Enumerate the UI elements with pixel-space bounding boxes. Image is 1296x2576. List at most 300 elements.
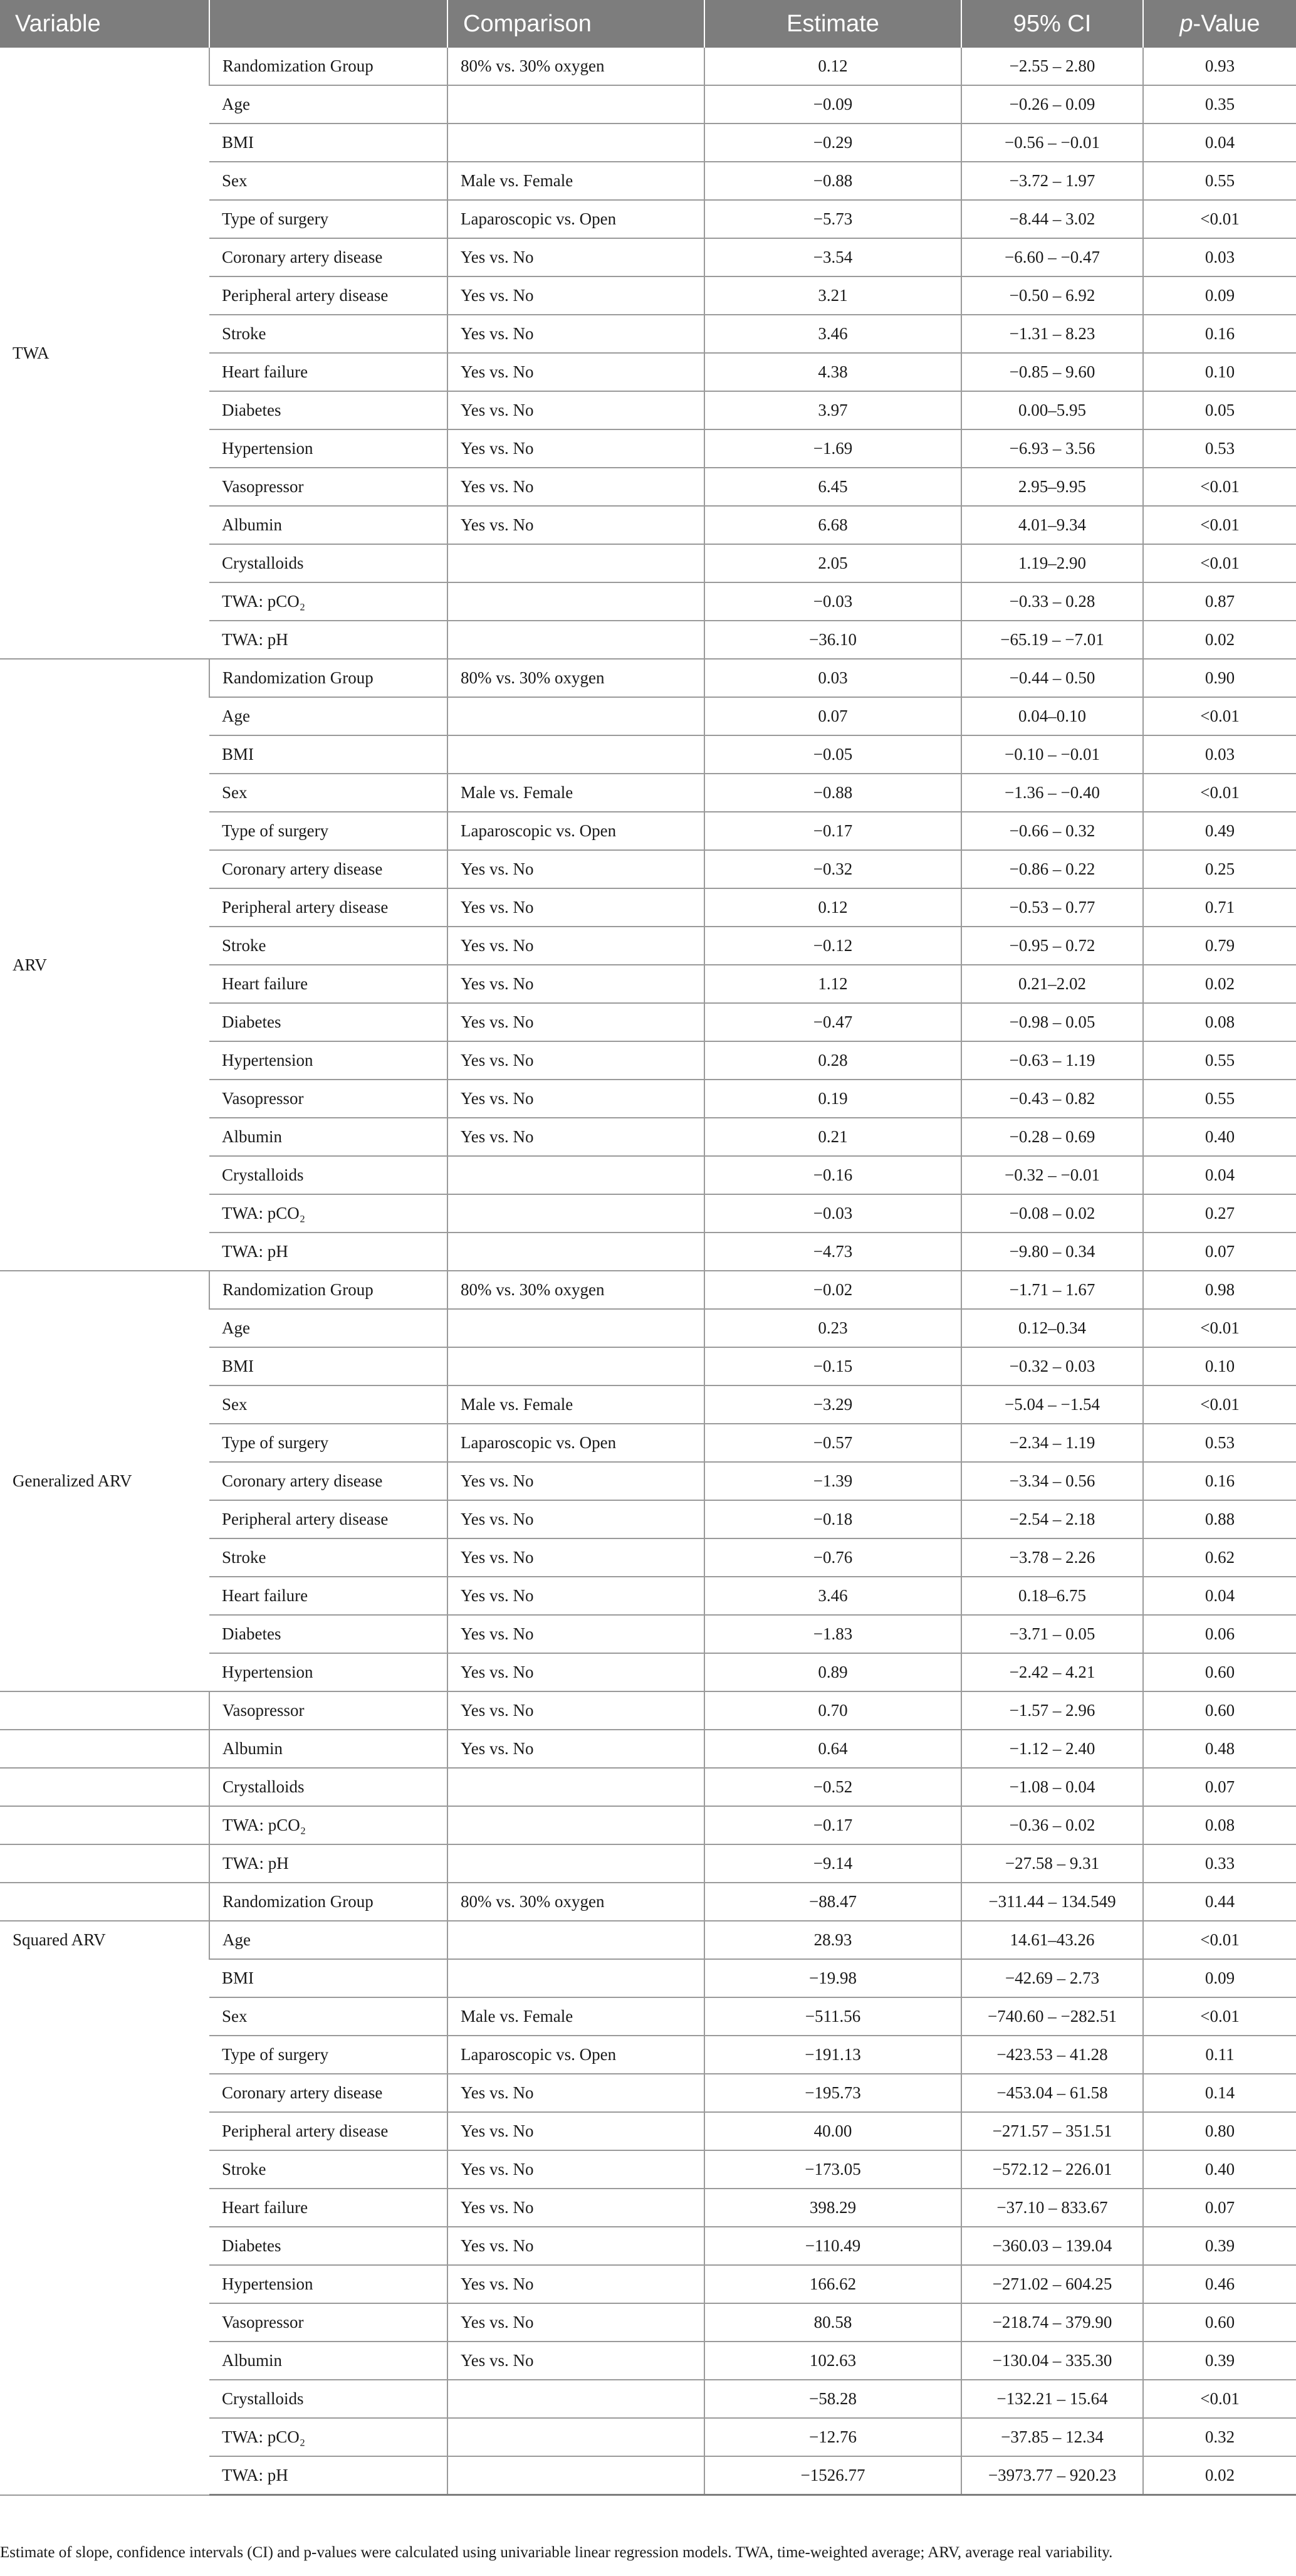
cell-ci: −3.71 – 0.05 — [961, 1615, 1143, 1653]
header-row — [0, 0, 1296, 48]
cell-estimate: −173.05 — [704, 2150, 961, 2189]
cell-ci: −8.44 – 3.02 — [961, 200, 1143, 238]
cell-pvalue: 0.08 — [1143, 1003, 1296, 1041]
cell-ci: 4.01–9.34 — [961, 506, 1143, 544]
cell-comparison: Yes vs. No — [447, 315, 704, 353]
cell-estimate: −0.16 — [704, 1156, 961, 1194]
cell-ci: 0.21–2.02 — [961, 965, 1143, 1003]
cell-variable: Albumin — [209, 2342, 447, 2380]
cell-variable: TWA: pCO₂ — [209, 582, 447, 621]
cell-pvalue: <0.01 — [1143, 1309, 1296, 1347]
cell-comparison — [447, 735, 704, 774]
cell-variable: Stroke — [209, 315, 447, 353]
cell-comparison: Male vs. Female — [447, 1385, 704, 1424]
cell-variable: Age — [209, 1921, 447, 1959]
cell-ci: −1.71 – 1.67 — [961, 1271, 1143, 1309]
cell-ci: −132.21 – 15.64 — [961, 2380, 1143, 2418]
cell-comparison: Yes vs. No — [447, 2150, 704, 2189]
cell-estimate: −0.02 — [704, 1271, 961, 1309]
table-row — [0, 1691, 1296, 1730]
cell-variable: Stroke — [209, 927, 447, 965]
cell-estimate: 28.93 — [704, 1921, 961, 1959]
cell-variable: TWA: pH — [209, 1233, 447, 1271]
cell-variable: Coronary artery disease — [209, 850, 447, 888]
cell-ci: −0.63 – 1.19 — [961, 1041, 1143, 1080]
cell-comparison: Yes vs. No — [447, 1730, 704, 1768]
header-ci: 95% CI — [961, 0, 1143, 48]
cell-comparison: Male vs. Female — [447, 774, 704, 812]
cell-ci: −0.56 – −0.01 — [961, 124, 1143, 162]
cell-estimate: −0.29 — [704, 124, 961, 162]
cell-variable: Hypertension — [209, 2265, 447, 2303]
cell-pvalue: 0.03 — [1143, 735, 1296, 774]
cell-ci: 2.95–9.95 — [961, 468, 1143, 506]
cell-pvalue: 0.08 — [1143, 1806, 1296, 1844]
cell-estimate: 80.58 — [704, 2303, 961, 2342]
table-row — [0, 48, 1296, 85]
cell-estimate: 4.38 — [704, 353, 961, 391]
cell-ci: −5.04 – −1.54 — [961, 1385, 1143, 1424]
cell-estimate: −110.49 — [704, 2227, 961, 2265]
group-label-sqarv: Squared ARV — [0, 1921, 209, 2495]
cell-ci: −0.95 – 0.72 — [961, 927, 1143, 965]
cell-comparison — [447, 544, 704, 582]
cell-ci: −37.10 – 833.67 — [961, 2189, 1143, 2227]
cell-pvalue: 0.27 — [1143, 1194, 1296, 1233]
cell-variable: Hypertension — [209, 429, 447, 468]
cell-ci: −0.36 – 0.02 — [961, 1806, 1143, 1844]
cell-estimate: 0.64 — [704, 1730, 961, 1768]
table-row — [0, 1271, 1296, 1309]
cell-pvalue: 0.02 — [1143, 2456, 1296, 2495]
cell-estimate: −5.73 — [704, 200, 961, 238]
cell-estimate: −1.83 — [704, 1615, 961, 1653]
cell-pvalue: 0.09 — [1143, 276, 1296, 315]
cell-comparison — [447, 1309, 704, 1347]
cell-estimate: 6.45 — [704, 468, 961, 506]
cell-ci: −65.19 – −7.01 — [961, 621, 1143, 659]
cell-estimate: 40.00 — [704, 2112, 961, 2150]
cell-ci: −6.93 – 3.56 — [961, 429, 1143, 468]
cell-estimate: −1.39 — [704, 1462, 961, 1500]
cell-ci: −0.32 – −0.01 — [961, 1156, 1143, 1194]
cell-variable: BMI — [209, 735, 447, 774]
cell-comparison — [447, 582, 704, 621]
cell-variable: TWA: pCO₂ — [209, 2418, 447, 2456]
table-row — [0, 1806, 1296, 1844]
cell-estimate: −0.17 — [704, 812, 961, 850]
cell-ci: −0.43 – 0.82 — [961, 1080, 1143, 1118]
cell-pvalue: 0.60 — [1143, 1691, 1296, 1730]
cell-pvalue: 0.40 — [1143, 1118, 1296, 1156]
cell-variable: Heart failure — [209, 965, 447, 1003]
cell-comparison: Yes vs. No — [447, 1577, 704, 1615]
cell-pvalue: 0.14 — [1143, 2074, 1296, 2112]
cell-estimate: 6.68 — [704, 506, 961, 544]
cell-estimate: −1526.77 — [704, 2456, 961, 2495]
cell-estimate: −0.88 — [704, 162, 961, 200]
table-row — [0, 1730, 1296, 1768]
table-row — [0, 659, 1296, 697]
cell-pvalue: 0.90 — [1143, 659, 1296, 697]
cell-ci: −2.42 – 4.21 — [961, 1653, 1143, 1691]
cell-variable: Peripheral artery disease — [209, 2112, 447, 2150]
cell-ci: −0.32 – 0.03 — [961, 1347, 1143, 1385]
cell-estimate: −19.98 — [704, 1959, 961, 1997]
cell-variable: Diabetes — [209, 2227, 447, 2265]
cell-variable: BMI — [209, 124, 447, 162]
cell-estimate: −0.09 — [704, 85, 961, 124]
cell-comparison — [447, 697, 704, 735]
cell-comparison — [447, 1844, 704, 1883]
cell-pvalue: <0.01 — [1143, 544, 1296, 582]
cell-comparison: Yes vs. No — [447, 468, 704, 506]
table-body — [0, 48, 1296, 2495]
cell-pvalue: 0.04 — [1143, 124, 1296, 162]
cell-estimate: −511.56 — [704, 1997, 961, 2036]
cell-variable: Vasopressor — [209, 2303, 447, 2342]
cell-comparison: Male vs. Female — [447, 162, 704, 200]
group-spacer-cell — [0, 1730, 209, 1768]
cell-pvalue: 0.79 — [1143, 927, 1296, 965]
cell-pvalue: 0.55 — [1143, 162, 1296, 200]
cell-pvalue: 0.62 — [1143, 1538, 1296, 1577]
cell-ci: 14.61–43.26 — [961, 1921, 1143, 1959]
cell-comparison: 80% vs. 30% oxygen — [447, 48, 704, 85]
cell-estimate: 0.70 — [704, 1691, 961, 1730]
cell-comparison: Yes vs. No — [447, 353, 704, 391]
cell-comparison: Yes vs. No — [447, 1003, 704, 1041]
cell-variable: Peripheral artery disease — [209, 1500, 447, 1538]
cell-estimate: 0.12 — [704, 48, 961, 85]
cell-ci: −423.53 – 41.28 — [961, 2036, 1143, 2074]
cell-variable: Sex — [209, 774, 447, 812]
cell-ci: −42.69 – 2.73 — [961, 1959, 1143, 1997]
cell-comparison: Yes vs. No — [447, 2342, 704, 2380]
cell-ci: −1.12 – 2.40 — [961, 1730, 1143, 1768]
cell-variable: Crystalloids — [209, 544, 447, 582]
cell-comparison: Yes vs. No — [447, 2112, 704, 2150]
cell-estimate: −0.05 — [704, 735, 961, 774]
group-label-arv: ARV — [0, 659, 209, 1271]
cell-comparison: Yes vs. No — [447, 1462, 704, 1500]
cell-variable: Age — [209, 85, 447, 124]
cell-variable: TWA: pH — [209, 1844, 447, 1883]
cell-ci: −0.33 – 0.28 — [961, 582, 1143, 621]
cell-ci: −0.85 – 9.60 — [961, 353, 1143, 391]
cell-pvalue: <0.01 — [1143, 506, 1296, 544]
cell-variable: Age — [209, 1309, 447, 1347]
cell-estimate: −36.10 — [704, 621, 961, 659]
cell-comparison — [447, 1233, 704, 1271]
cell-pvalue: 0.04 — [1143, 1577, 1296, 1615]
cell-estimate: 3.46 — [704, 315, 961, 353]
cell-variable: Heart failure — [209, 353, 447, 391]
cell-estimate: 3.46 — [704, 1577, 961, 1615]
cell-ci: −3.72 – 1.97 — [961, 162, 1143, 200]
cell-variable: Albumin — [209, 1730, 447, 1768]
cell-pvalue: 0.93 — [1143, 48, 1296, 85]
cell-comparison: Yes vs. No — [447, 1615, 704, 1653]
cell-comparison: Laparoscopic vs. Open — [447, 200, 704, 238]
cell-comparison: Yes vs. No — [447, 1080, 704, 1118]
cell-variable: Diabetes — [209, 1003, 447, 1041]
cell-pvalue: <0.01 — [1143, 774, 1296, 812]
table-row — [0, 1844, 1296, 1883]
cell-estimate: 2.05 — [704, 544, 961, 582]
cell-pvalue: 0.35 — [1143, 85, 1296, 124]
cell-ci: −2.34 – 1.19 — [961, 1424, 1143, 1462]
table-row — [0, 1883, 1296, 1921]
cell-comparison: Laparoscopic vs. Open — [447, 812, 704, 850]
cell-estimate: 3.21 — [704, 276, 961, 315]
cell-variable: Hypertension — [209, 1041, 447, 1080]
cell-comparison — [447, 1921, 704, 1959]
cell-pvalue: 0.46 — [1143, 2265, 1296, 2303]
cell-pvalue: 0.06 — [1143, 1615, 1296, 1653]
cell-estimate: 0.07 — [704, 697, 961, 735]
cell-estimate: −0.17 — [704, 1806, 961, 1844]
cell-pvalue: 0.53 — [1143, 1424, 1296, 1462]
cell-estimate: 0.12 — [704, 888, 961, 927]
cell-comparison: Yes vs. No — [447, 965, 704, 1003]
cell-comparison: 80% vs. 30% oxygen — [447, 659, 704, 697]
table-row — [0, 1921, 1296, 1959]
cell-estimate: −0.76 — [704, 1538, 961, 1577]
cell-estimate: −195.73 — [704, 2074, 961, 2112]
cell-estimate: 3.97 — [704, 391, 961, 429]
group-spacer-cell — [0, 1806, 209, 1844]
cell-estimate: −3.54 — [704, 238, 961, 276]
cell-pvalue: <0.01 — [1143, 1997, 1296, 2036]
cell-ci: −0.08 – 0.02 — [961, 1194, 1143, 1233]
cell-comparison: Yes vs. No — [447, 238, 704, 276]
cell-variable: Albumin — [209, 506, 447, 544]
cell-comparison: Laparoscopic vs. Open — [447, 1424, 704, 1462]
cell-variable: Albumin — [209, 1118, 447, 1156]
cell-variable: Hypertension — [209, 1653, 447, 1691]
cell-variable: TWA: pH — [209, 2456, 447, 2495]
cell-ci: −3973.77 – 920.23 — [961, 2456, 1143, 2495]
cell-ci: −3.34 – 0.56 — [961, 1462, 1143, 1500]
cell-pvalue: 0.80 — [1143, 2112, 1296, 2150]
cell-comparison: Laparoscopic vs. Open — [447, 2036, 704, 2074]
cell-comparison: Yes vs. No — [447, 2189, 704, 2227]
cell-pvalue: 0.39 — [1143, 2227, 1296, 2265]
table-footnote: Estimate of slope, confidence intervals (CI) and p-values were calculated using univariable linear regression models. TWA, time-weighted average; ARV, average real variability. — [0, 2544, 1113, 2561]
cell-variable: BMI — [209, 1959, 447, 1997]
cell-variable: Randomization Group — [209, 659, 447, 697]
cell-ci: −2.55 – 2.80 — [961, 48, 1143, 85]
cell-variable: Randomization Group — [209, 1883, 447, 1921]
group-spacer-cell — [0, 1691, 209, 1730]
cell-pvalue: 0.39 — [1143, 2342, 1296, 2380]
header-estimate: Estimate — [704, 0, 961, 48]
cell-pvalue: 0.07 — [1143, 2189, 1296, 2227]
cell-pvalue: 0.87 — [1143, 582, 1296, 621]
cell-pvalue: 0.33 — [1143, 1844, 1296, 1883]
cell-pvalue: 0.05 — [1143, 391, 1296, 429]
cell-variable: Type of surgery — [209, 200, 447, 238]
cell-estimate: −0.03 — [704, 1194, 961, 1233]
cell-estimate: −0.18 — [704, 1500, 961, 1538]
cell-pvalue: 0.02 — [1143, 621, 1296, 659]
cell-variable: TWA: pH — [209, 621, 447, 659]
cell-pvalue: 0.88 — [1143, 1500, 1296, 1538]
cell-variable: Sex — [209, 1997, 447, 2036]
cell-pvalue: 0.10 — [1143, 1347, 1296, 1385]
cell-ci: 0.00–5.95 — [961, 391, 1143, 429]
cell-comparison: Yes vs. No — [447, 1538, 704, 1577]
cell-variable: TWA: pCO₂ — [209, 1806, 447, 1844]
cell-pvalue: 0.04 — [1143, 1156, 1296, 1194]
cell-comparison: Yes vs. No — [447, 2265, 704, 2303]
cell-pvalue: 0.10 — [1143, 353, 1296, 391]
cell-ci: 0.18–6.75 — [961, 1577, 1143, 1615]
cell-ci: −9.80 – 0.34 — [961, 1233, 1143, 1271]
cell-estimate: 166.62 — [704, 2265, 961, 2303]
cell-variable: Diabetes — [209, 391, 447, 429]
cell-estimate: 0.03 — [704, 659, 961, 697]
cell-estimate: 102.63 — [704, 2342, 961, 2380]
cell-comparison: Yes vs. No — [447, 2227, 704, 2265]
cell-comparison: Yes vs. No — [447, 1500, 704, 1538]
cell-variable: Vasopressor — [209, 1691, 447, 1730]
cell-estimate: −0.88 — [704, 774, 961, 812]
cell-estimate: −0.03 — [704, 582, 961, 621]
cell-ci: −0.53 – 0.77 — [961, 888, 1143, 927]
cell-estimate: −0.47 — [704, 1003, 961, 1041]
cell-pvalue: 0.07 — [1143, 1233, 1296, 1271]
cell-variable: Sex — [209, 162, 447, 200]
cell-variable: Crystalloids — [209, 1156, 447, 1194]
cell-ci: −1.36 – −0.40 — [961, 774, 1143, 812]
cell-pvalue: 0.44 — [1143, 1883, 1296, 1921]
cell-comparison — [447, 1959, 704, 1997]
cell-ci: 1.19–2.90 — [961, 544, 1143, 582]
cell-variable: Crystalloids — [209, 1768, 447, 1806]
cell-pvalue: 0.07 — [1143, 1768, 1296, 1806]
cell-variable: Peripheral artery disease — [209, 888, 447, 927]
cell-ci: −3.78 – 2.26 — [961, 1538, 1143, 1577]
cell-ci: −0.66 – 0.32 — [961, 812, 1143, 850]
cell-ci: −37.85 – 12.34 — [961, 2418, 1143, 2456]
cell-ci: −0.50 – 6.92 — [961, 276, 1143, 315]
cell-pvalue: 0.16 — [1143, 1462, 1296, 1500]
cell-estimate: −3.29 — [704, 1385, 961, 1424]
cell-comparison — [447, 1806, 704, 1844]
cell-variable: Coronary artery disease — [209, 2074, 447, 2112]
cell-comparison: Yes vs. No — [447, 1653, 704, 1691]
group-label-twa: TWA — [0, 48, 209, 659]
cell-variable: Peripheral artery disease — [209, 276, 447, 315]
cell-ci: −1.31 – 8.23 — [961, 315, 1143, 353]
cell-estimate: −0.57 — [704, 1424, 961, 1462]
cell-variable: Diabetes — [209, 1615, 447, 1653]
header-pvalue-italic: p — [1179, 10, 1193, 37]
cell-pvalue: <0.01 — [1143, 1385, 1296, 1424]
cell-ci: −1.57 – 2.96 — [961, 1691, 1143, 1730]
cell-variable: Vasopressor — [209, 468, 447, 506]
cell-variable: TWA: pCO₂ — [209, 1194, 447, 1233]
cell-variable: Sex — [209, 1385, 447, 1424]
cell-variable: Heart failure — [209, 2189, 447, 2227]
header-pvalue-rest: -Value — [1193, 10, 1260, 37]
cell-estimate: −4.73 — [704, 1233, 961, 1271]
cell-variable: Type of surgery — [209, 2036, 447, 2074]
cell-pvalue: 0.40 — [1143, 2150, 1296, 2189]
cell-pvalue: 0.11 — [1143, 2036, 1296, 2074]
cell-variable: Coronary artery disease — [209, 1462, 447, 1500]
cell-comparison: Yes vs. No — [447, 1691, 704, 1730]
cell-pvalue: 0.60 — [1143, 1653, 1296, 1691]
cell-pvalue: 0.16 — [1143, 315, 1296, 353]
cell-ci: −0.98 – 0.05 — [961, 1003, 1143, 1041]
cell-comparison: 80% vs. 30% oxygen — [447, 1883, 704, 1921]
cell-pvalue: 0.49 — [1143, 812, 1296, 850]
cell-pvalue: <0.01 — [1143, 200, 1296, 238]
cell-estimate: 1.12 — [704, 965, 961, 1003]
cell-ci: −271.02 – 604.25 — [961, 2265, 1143, 2303]
cell-pvalue: 0.71 — [1143, 888, 1296, 927]
cell-variable: BMI — [209, 1347, 447, 1385]
group-spacer-cell — [0, 1768, 209, 1806]
cell-estimate: −0.52 — [704, 1768, 961, 1806]
cell-ci: −0.10 – −0.01 — [961, 735, 1143, 774]
cell-pvalue: 0.55 — [1143, 1080, 1296, 1118]
cell-pvalue: <0.01 — [1143, 1921, 1296, 1959]
cell-estimate: −0.12 — [704, 927, 961, 965]
cell-ci: −0.44 – 0.50 — [961, 659, 1143, 697]
cell-comparison: Yes vs. No — [447, 429, 704, 468]
group-spacer-cell — [0, 1883, 209, 1921]
cell-variable: Type of surgery — [209, 1424, 447, 1462]
cell-pvalue: 0.02 — [1143, 965, 1296, 1003]
cell-ci: −572.12 – 226.01 — [961, 2150, 1143, 2189]
cell-variable: Stroke — [209, 1538, 447, 1577]
cell-pvalue: 0.48 — [1143, 1730, 1296, 1768]
header-blank — [209, 0, 447, 48]
cell-comparison: Yes vs. No — [447, 1041, 704, 1080]
cell-variable: Coronary artery disease — [209, 238, 447, 276]
cell-estimate: −191.13 — [704, 2036, 961, 2074]
cell-pvalue: 0.03 — [1143, 238, 1296, 276]
cell-pvalue: 0.09 — [1143, 1959, 1296, 1997]
cell-ci: −1.08 – 0.04 — [961, 1768, 1143, 1806]
cell-estimate: 0.19 — [704, 1080, 961, 1118]
cell-comparison: Yes vs. No — [447, 276, 704, 315]
cell-pvalue: <0.01 — [1143, 2380, 1296, 2418]
header-variable: Variable — [0, 0, 209, 48]
cell-comparison — [447, 1768, 704, 1806]
cell-comparison: Male vs. Female — [447, 1997, 704, 2036]
cell-comparison: Yes vs. No — [447, 850, 704, 888]
cell-comparison — [447, 1347, 704, 1385]
cell-pvalue: 0.60 — [1143, 2303, 1296, 2342]
cell-variable: Heart failure — [209, 1577, 447, 1615]
cell-variable: Stroke — [209, 2150, 447, 2189]
cell-estimate: −58.28 — [704, 2380, 961, 2418]
cell-comparison — [447, 2380, 704, 2418]
cell-estimate: −12.76 — [704, 2418, 961, 2456]
cell-comparison — [447, 2418, 704, 2456]
cell-comparison — [447, 2456, 704, 2495]
group-spacer-cell — [0, 1844, 209, 1883]
cell-variable: Randomization Group — [209, 48, 447, 85]
cell-ci: 0.04–0.10 — [961, 697, 1143, 735]
cell-pvalue: 0.53 — [1143, 429, 1296, 468]
cell-comparison: Yes vs. No — [447, 2303, 704, 2342]
